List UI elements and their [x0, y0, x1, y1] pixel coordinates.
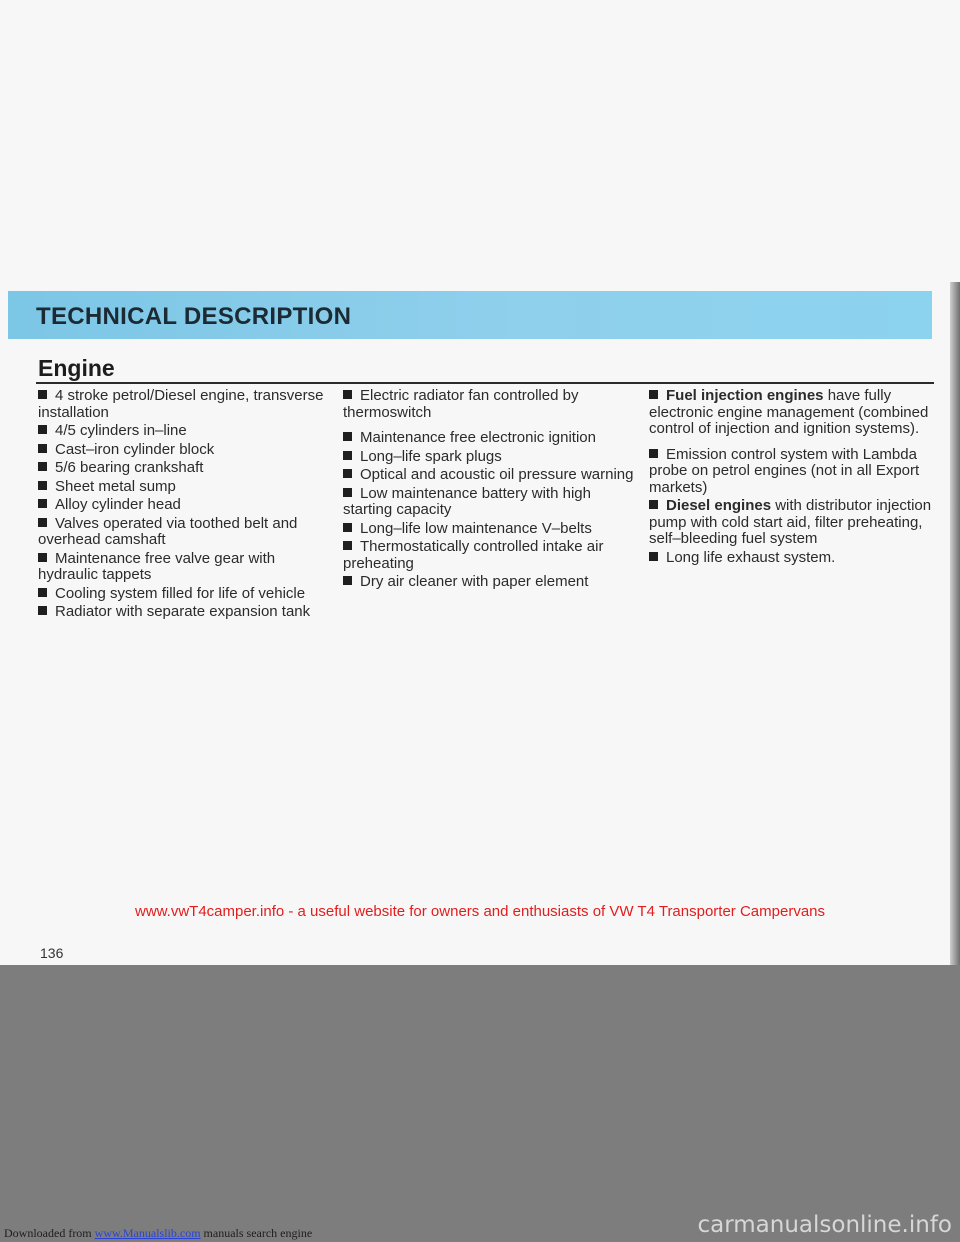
bullet-icon [343, 541, 352, 550]
list-item: 5/6 bearing crankshaft [38, 460, 330, 477]
bullet-icon [38, 390, 47, 399]
bullet-icon [343, 390, 352, 399]
banner-title: TECHNICAL DESCRIPTION [36, 303, 352, 330]
list-item: Cast–iron cylinder block [38, 442, 330, 459]
list-item: 4 stroke petrol/Diesel engine, transverse installation [38, 387, 324, 421]
list-item: Maintenance free electronic ignition [343, 430, 635, 447]
bullet-icon [343, 576, 352, 585]
bullet-icon [649, 390, 658, 399]
column-1 [38, 388, 330, 623]
bullet-icon [38, 444, 47, 453]
list-item: Alloy cylinder head [38, 497, 330, 514]
list-item: Emission control system with Lambda probe on petrol engines (not in all Export markets) [649, 445, 920, 496]
bullet-icon [38, 588, 47, 597]
bullet-icon [649, 500, 658, 509]
list-item: Diesel engines with distributor injection pump with cold start aid, filter preheating, self–bleeding fuel system [649, 497, 932, 547]
list-item: Low maintenance battery with high starting capacity [343, 484, 591, 518]
list-item: Fuel injection engines have fully electronic engine management (combined control of injection and ignition systems). [649, 387, 929, 437]
page-number: 136 [40, 945, 64, 961]
page-edge-shadow [950, 282, 960, 972]
bullet-icon [343, 523, 352, 532]
list-item: Cooling system filled for life of vehicle [38, 586, 330, 603]
watermark: carmanualsonline.info [697, 1212, 952, 1238]
bullet-icon [343, 488, 352, 497]
list-item: Sheet metal sump [38, 479, 330, 496]
website-note: www.vwT4camper.info - a useful website for owners and enthusiasts of VW T4 Transporter Campervans [134, 903, 826, 920]
list-item: Thermostatically controlled intake air preheating [343, 538, 604, 572]
list-item: Long–life spark plugs [343, 449, 635, 466]
bullet-icon [649, 552, 658, 561]
list-item: Maintenance free valve gear with hydraulic tappets [38, 549, 276, 583]
column-3 [649, 388, 941, 568]
bullet-icon [38, 499, 47, 508]
section-title: Engine [38, 355, 115, 381]
list-item: Electric radiator fan controlled by thermoswitch [343, 387, 579, 421]
list-item: Long–life low maintenance V–belts [343, 521, 635, 538]
bullet-icon [38, 481, 47, 490]
list-item: Long life exhaust system. [649, 550, 941, 567]
scan-background [0, 965, 960, 1242]
download-note: Downloaded from www.Manualslib.com manuals search engine [4, 1226, 313, 1240]
section-divider [36, 382, 934, 384]
bullet-icon [38, 425, 47, 434]
list-item: Radiator with separate expansion tank [38, 604, 330, 621]
bullet-icon [649, 449, 658, 458]
bullet-icon [38, 462, 47, 471]
bullet-icon [343, 469, 352, 478]
manualslib-link[interactable]: www.Manualslib.com [94, 1226, 201, 1240]
bullet-icon [343, 451, 352, 460]
list-item: Valves operated via toothed belt and overhead camshaft [38, 514, 298, 548]
bullet-icon [343, 432, 352, 441]
list-item: 4/5 cylinders in–line [38, 423, 330, 440]
column-2 [343, 388, 635, 593]
bullet-icon [38, 518, 47, 527]
bullet-icon [38, 606, 47, 615]
list-item: Dry air cleaner with paper element [343, 574, 635, 591]
bullet-icon [38, 553, 47, 562]
list-item: Optical and acoustic oil pressure warning [343, 467, 635, 484]
